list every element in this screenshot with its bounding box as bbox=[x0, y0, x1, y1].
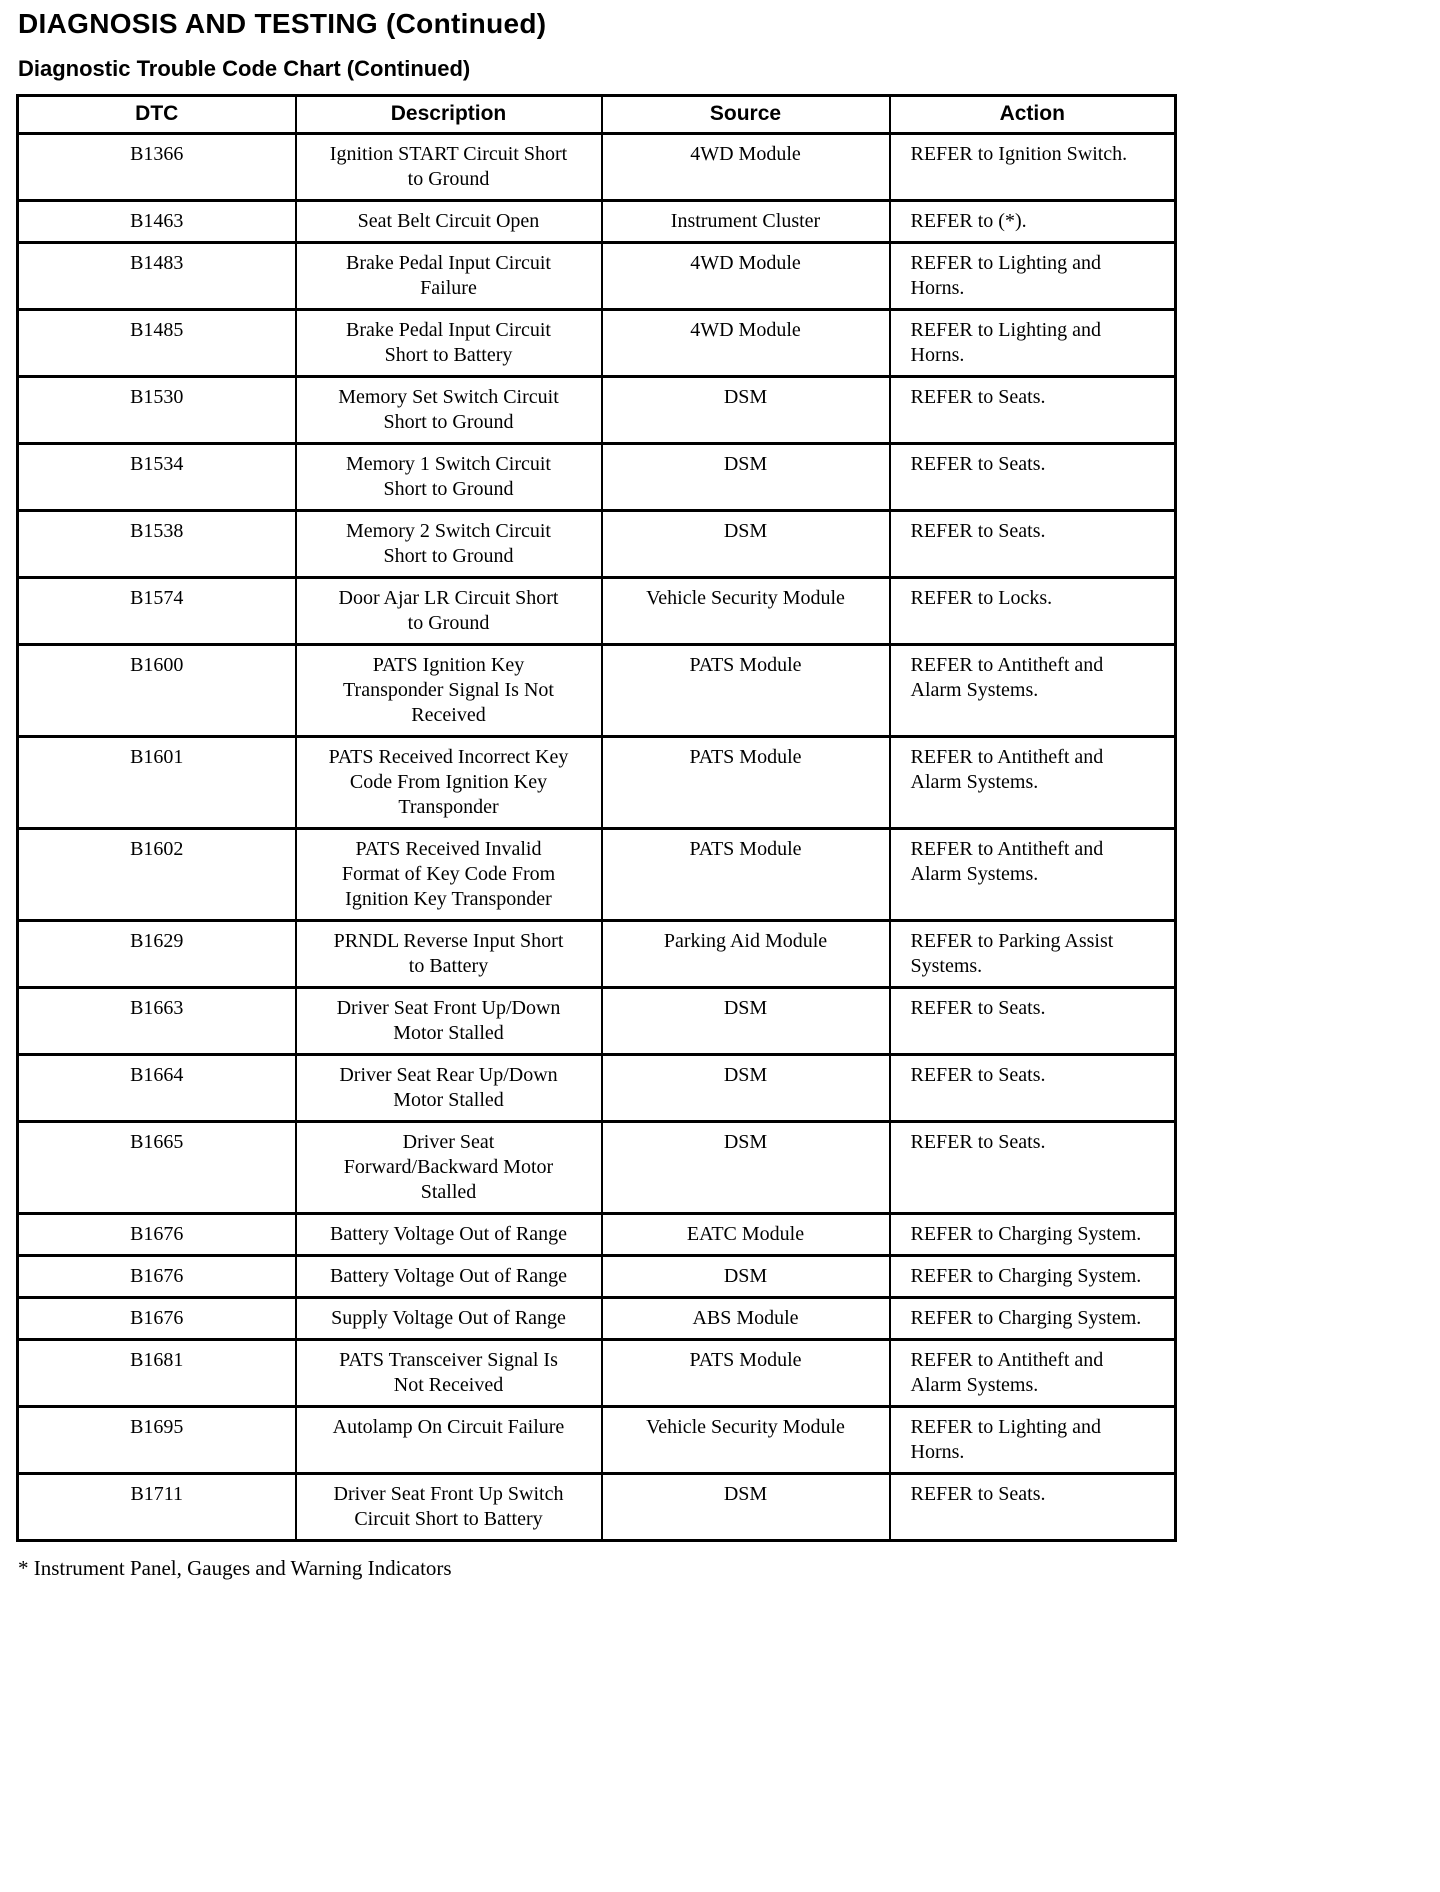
cell-source: Instrument Cluster bbox=[602, 201, 890, 243]
cell-source: Parking Aid Module bbox=[602, 921, 890, 988]
cell-description: Autolamp On Circuit Failure bbox=[296, 1407, 602, 1474]
table-row bbox=[18, 737, 1176, 829]
cell-source: DSM bbox=[602, 1055, 890, 1122]
cell-action: REFER to Antitheft and Alarm Systems. bbox=[890, 829, 1176, 921]
page-title: DIAGNOSIS AND TESTING (Continued) bbox=[18, 8, 547, 39]
cell-description: PATS Transceiver Signal Is Not Received bbox=[296, 1340, 602, 1407]
cell-dtc: B1463 bbox=[18, 201, 296, 243]
cell-source: 4WD Module bbox=[602, 134, 890, 201]
table-row bbox=[18, 1340, 1176, 1407]
table-row bbox=[18, 988, 1176, 1055]
cell-dtc: B1681 bbox=[18, 1340, 296, 1407]
table-row bbox=[18, 134, 1176, 201]
cell-description: Driver Seat Front Up/Down Motor Stalled bbox=[296, 988, 602, 1055]
table-row bbox=[18, 243, 1176, 310]
cell-action: REFER to Seats. bbox=[890, 377, 1176, 444]
header-row bbox=[18, 96, 1176, 134]
cell-dtc: B1366 bbox=[18, 134, 296, 201]
cell-source: DSM bbox=[602, 1122, 890, 1214]
cell-description: PRNDL Reverse Input Short to Battery bbox=[296, 921, 602, 988]
table-row bbox=[18, 829, 1176, 921]
cell-dtc: B1676 bbox=[18, 1298, 296, 1340]
cell-dtc: B1534 bbox=[18, 444, 296, 511]
cell-description: Seat Belt Circuit Open bbox=[296, 201, 602, 243]
cell-source: DSM bbox=[602, 988, 890, 1055]
header-action: Action bbox=[890, 96, 1176, 134]
cell-description: Brake Pedal Input Circuit Failure bbox=[296, 243, 602, 310]
cell-source: 4WD Module bbox=[602, 243, 890, 310]
cell-source: DSM bbox=[602, 1474, 890, 1541]
cell-action: REFER to Seats. bbox=[890, 1122, 1176, 1214]
cell-action: REFER to Charging System. bbox=[890, 1256, 1176, 1298]
cell-action: REFER to Seats. bbox=[890, 1055, 1176, 1122]
cell-action: REFER to Ignition Switch. bbox=[890, 134, 1176, 201]
cell-dtc: B1600 bbox=[18, 645, 296, 737]
table-row bbox=[18, 645, 1176, 737]
cell-description: Brake Pedal Input Circuit Short to Battery bbox=[296, 310, 602, 377]
cell-dtc: B1663 bbox=[18, 988, 296, 1055]
cell-action: REFER to Lighting and Horns. bbox=[890, 1407, 1176, 1474]
cell-dtc: B1665 bbox=[18, 1122, 296, 1214]
cell-action: REFER to Seats. bbox=[890, 988, 1176, 1055]
cell-dtc: B1664 bbox=[18, 1055, 296, 1122]
cell-source: EATC Module bbox=[602, 1214, 890, 1256]
cell-action: REFER to Seats. bbox=[890, 511, 1176, 578]
cell-dtc: B1676 bbox=[18, 1214, 296, 1256]
footnote: * Instrument Panel, Gauges and Warning Indicators bbox=[18, 1556, 452, 1580]
cell-source: ABS Module bbox=[602, 1298, 890, 1340]
cell-description: PATS Received Incorrect Key Code From Ignition Key Transponder bbox=[296, 737, 602, 829]
cell-action: REFER to (*). bbox=[890, 201, 1176, 243]
table-row bbox=[18, 511, 1176, 578]
cell-dtc: B1629 bbox=[18, 921, 296, 988]
dtc-table bbox=[16, 94, 1177, 1542]
cell-action: REFER to Lighting and Horns. bbox=[890, 243, 1176, 310]
cell-dtc: B1695 bbox=[18, 1407, 296, 1474]
cell-source: PATS Module bbox=[602, 645, 890, 737]
cell-source: Vehicle Security Module bbox=[602, 578, 890, 645]
cell-action: REFER to Locks. bbox=[890, 578, 1176, 645]
cell-action: REFER to Parking Assist Systems. bbox=[890, 921, 1176, 988]
cell-description: PATS Ignition Key Transponder Signal Is Not Received bbox=[296, 645, 602, 737]
dtc-table-body bbox=[18, 134, 1176, 1541]
cell-description: Driver Seat Rear Up/Down Motor Stalled bbox=[296, 1055, 602, 1122]
table-row bbox=[18, 1474, 1176, 1541]
cell-action: REFER to Lighting and Horns. bbox=[890, 310, 1176, 377]
table-row bbox=[18, 921, 1176, 988]
cell-dtc: B1530 bbox=[18, 377, 296, 444]
cell-action: REFER to Seats. bbox=[890, 444, 1176, 511]
table-row bbox=[18, 1298, 1176, 1340]
cell-source: DSM bbox=[602, 444, 890, 511]
cell-source: DSM bbox=[602, 377, 890, 444]
cell-description: PATS Received Invalid Format of Key Code From Ignition Key Transponder bbox=[296, 829, 602, 921]
table-row bbox=[18, 444, 1176, 511]
cell-source: DSM bbox=[602, 1256, 890, 1298]
header-dtc: DTC bbox=[18, 96, 296, 134]
cell-dtc: B1538 bbox=[18, 511, 296, 578]
cell-dtc: B1711 bbox=[18, 1474, 296, 1541]
table-row bbox=[18, 1214, 1176, 1256]
dtc-table-head bbox=[18, 96, 1176, 134]
cell-source: 4WD Module bbox=[602, 310, 890, 377]
header-source: Source bbox=[602, 96, 890, 134]
table-row bbox=[18, 1256, 1176, 1298]
table-row bbox=[18, 1055, 1176, 1122]
cell-description: Memory 2 Switch Circuit Short to Ground bbox=[296, 511, 602, 578]
cell-action: REFER to Charging System. bbox=[890, 1214, 1176, 1256]
cell-dtc: B1676 bbox=[18, 1256, 296, 1298]
cell-dtc: B1485 bbox=[18, 310, 296, 377]
section-subtitle: Diagnostic Trouble Code Chart (Continued) bbox=[18, 56, 471, 81]
cell-dtc: B1602 bbox=[18, 829, 296, 921]
cell-source: PATS Module bbox=[602, 737, 890, 829]
cell-action: REFER to Antitheft and Alarm Systems. bbox=[890, 1340, 1176, 1407]
table-row bbox=[18, 377, 1176, 444]
cell-dtc: B1574 bbox=[18, 578, 296, 645]
cell-action: REFER to Seats. bbox=[890, 1474, 1176, 1541]
header-description: Description bbox=[296, 96, 602, 134]
cell-dtc: B1483 bbox=[18, 243, 296, 310]
cell-description: Memory Set Switch Circuit Short to Ground bbox=[296, 377, 602, 444]
table-row bbox=[18, 201, 1176, 243]
table-row bbox=[18, 310, 1176, 377]
cell-description: Battery Voltage Out of Range bbox=[296, 1256, 602, 1298]
table-row bbox=[18, 1122, 1176, 1214]
cell-description: Battery Voltage Out of Range bbox=[296, 1214, 602, 1256]
cell-description: Driver Seat Front Up Switch Circuit Short to Battery bbox=[296, 1474, 602, 1541]
cell-dtc: B1601 bbox=[18, 737, 296, 829]
cell-source: PATS Module bbox=[602, 1340, 890, 1407]
cell-description: Memory 1 Switch Circuit Short to Ground bbox=[296, 444, 602, 511]
cell-source: PATS Module bbox=[602, 829, 890, 921]
cell-source: DSM bbox=[602, 511, 890, 578]
cell-action: REFER to Antitheft and Alarm Systems. bbox=[890, 645, 1176, 737]
cell-action: REFER to Charging System. bbox=[890, 1298, 1176, 1340]
table-row bbox=[18, 578, 1176, 645]
cell-description: Driver Seat Forward/Backward Motor Stalled bbox=[296, 1122, 602, 1214]
cell-action: REFER to Antitheft and Alarm Systems. bbox=[890, 737, 1176, 829]
table-row bbox=[18, 1407, 1176, 1474]
cell-source: Vehicle Security Module bbox=[602, 1407, 890, 1474]
cell-description: Supply Voltage Out of Range bbox=[296, 1298, 602, 1340]
cell-description: Door Ajar LR Circuit Short to Ground bbox=[296, 578, 602, 645]
cell-description: Ignition START Circuit Short to Ground bbox=[296, 134, 602, 201]
